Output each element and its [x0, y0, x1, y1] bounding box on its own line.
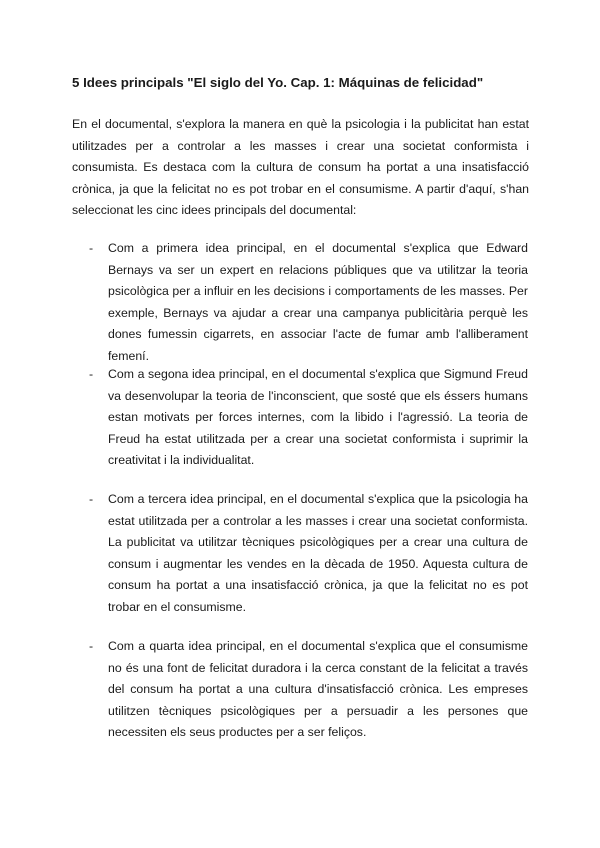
intro-paragraph: En el documental, s'explora la manera en què la psicologia i la publicitat han estat utilitzades per a controlar a les masses i crear una societat conformista i consumista. Es destaca com la cultura de consum ha portat a una insatisfacció crònica, ja que la felicitat no es pot trobar en el consumisme. A partir d'aquí, s'han seleccionat les cinc idees principals del documental:: [72, 117, 529, 218]
idea-text: Com a quarta idea principal, en el documental s'explica que el consumisme no és una font de felicitat duradora i la cerca constant de la felicitat a través del consum ha portat a una cultura d'insatisfacció crònica. Les empreses utilitzen tècniques psicològiques per a persuadir a les persones que necessiten els seus productes per a ser feliços.: [108, 639, 528, 740]
bullet-marker: -: [89, 492, 94, 506]
document-title: 5 Idees principals "El siglo del Yo. Cap. 1: Máquinas de felicidad": [72, 75, 484, 90]
bullet-marker: -: [89, 639, 94, 653]
bullet-marker: -: [89, 367, 94, 381]
idea-text: Com a primera idea principal, en el documental s'explica que Edward Bernays va ser un expert en relacions públiques que va utilitzar la teoria psicològica per a influir en les decisions i comportaments de les masses. Per exemple, Bernays va ajudar a crear una campanya publicitària perquè les dones fumessin cigarrets, en associar l'acte de fumar amb l'alliberament femení.: [108, 241, 528, 363]
idea-text: Com a segona idea principal, en el documental s'explica que Sigmund Freud va desenvolupar la teoria de l'inconscient, que sosté que els éssers humans estan motivats per forces internes, com la libido i l'agressió. La teoria de Freud ha estat utilitzada per a crear una societat conformista i suprimir la creativitat i la individualitat.: [108, 367, 528, 468]
bullet-marker: -: [89, 241, 94, 255]
idea-text: Com a tercera idea principal, en el documental s'explica que la psicologia ha estat utilitzada per a controlar a les masses i crear una societat conformista. La publicitat va utilitzar tècniques psicològiques per a crear una cultura de consum i augmentar les vendes en la dècada de 1950. Aquesta cultura de consum ha portat a una insatisfacció crònica, ja que la felicitat no es pot trobar en el consumisme.: [108, 492, 528, 614]
